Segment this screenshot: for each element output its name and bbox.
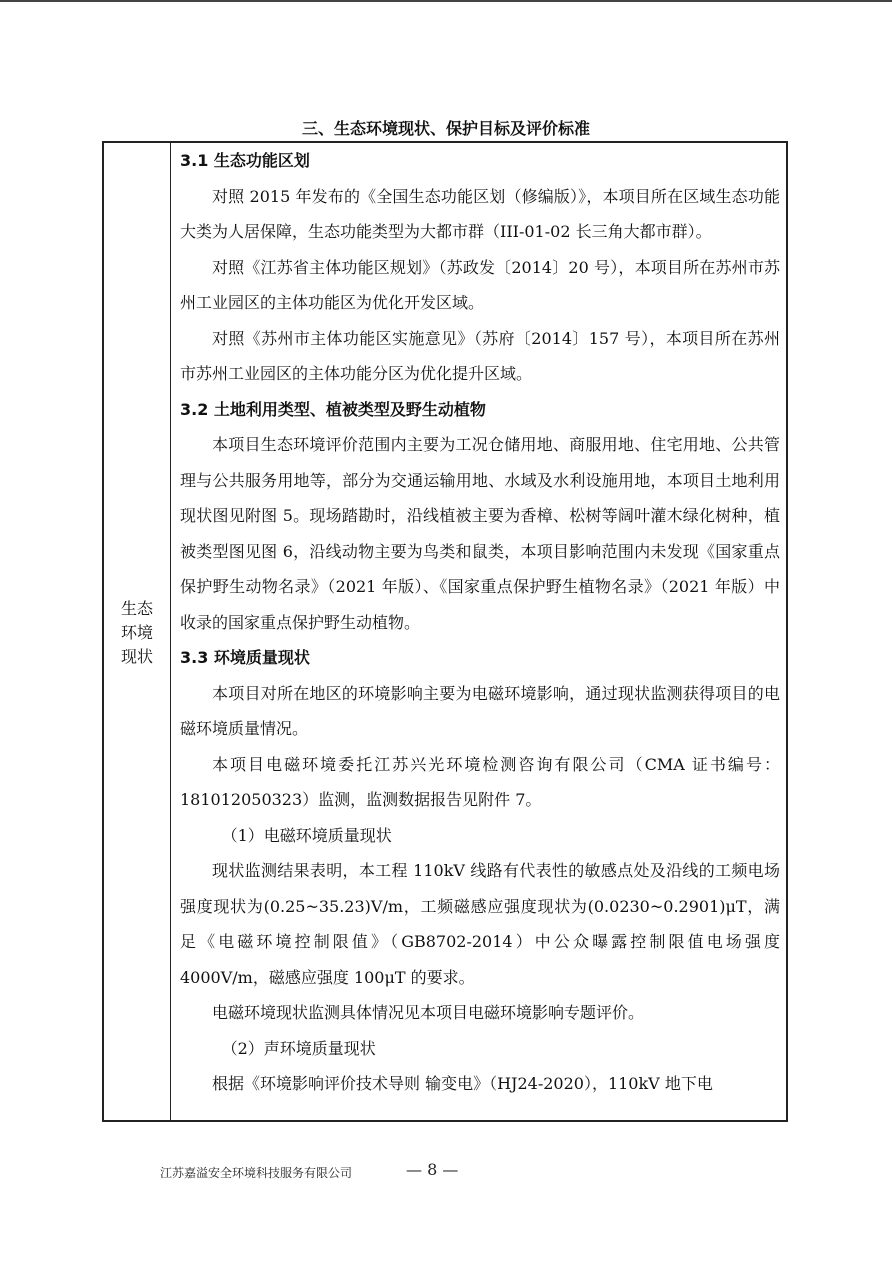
row-label-line: 环境 [120, 623, 153, 642]
page-title: 三、生态环境现状、保护目标及评价标准 [301, 119, 590, 138]
page-number: — 8 — [406, 1160, 459, 1179]
paragraph: 现状监测结果表明，本工程 110kV 线路有代表性的敏感点处及沿线的工频电场强度现状为(0.25~35.23)V/m，工频磁感应强度现状为(0.0230~0.2901)μT，满足《电磁环境控制限值》（GB8702-2014）中公众曝露控制限值电场强度 4000V/m，磁感应强度 100μT 的要求。 [180, 861, 780, 987]
row-label-line: 现状 [120, 647, 153, 666]
paragraph: 本项目生态环境评价范围内主要为工况仓储用地、商服用地、住宅用地、公共管理与公共服务用地等，部分为交通运输用地、水域及水利设施用地，本项目土地利用现状图见附图 5。现场踏勘时，沿线植被主要为香樟、松树等阔叶灌木绿化树种，植被类型图见图 6，沿线动物主要为鸟类和鼠类，本项目影响范围内未发现《国家重点保护野生动物名录》（2021 年版）、《国家重点保护野生植物名录》（2021 年版）中收录的国家重点保护野生动植物。 [180, 435, 780, 632]
row-label-line: 生态 [120, 599, 153, 618]
row-label-cell [104, 143, 171, 1120]
paragraph: 对照《苏州市主体功能区实施意见》（苏府〔2014〕157 号），本项目所在苏州市苏州工业园区的主体功能分区为优化提升区域。 [180, 328, 780, 383]
footer-company: 江苏嘉溢安全环境科技服务有限公司 [160, 1166, 353, 1180]
page-top-rule [0, 0, 892, 2]
paragraph: 本项目对所在地区的环境影响主要为电磁环境影响，通过现状监测获得项目的电磁环境质量情况。 [180, 683, 780, 738]
content-cell [180, 143, 780, 1102]
paragraph: 对照《江苏省主体功能区规划》（苏政发〔2014〕20 号），本项目所在苏州市苏州工业园区的主体功能区为优化开发区域。 [180, 257, 780, 312]
subheading: （1）电磁环境质量现状 [221, 825, 392, 845]
section-heading-3-1: 3.1 生态功能区划 [180, 151, 310, 170]
paragraph: 电磁环境现状监测具体情况见本项目电磁环境影响专题评价。 [212, 1003, 645, 1022]
subheading: （2）声环境质量现状 [221, 1038, 376, 1058]
content-table [102, 141, 788, 1122]
section-heading-3-2: 3.2 土地利用类型、植被类型及野生动植物 [180, 399, 486, 419]
paragraph: 根据《环境影响评价技术导则 输变电》（HJ24-2020），110kV 地下电 [212, 1074, 713, 1093]
paragraph: 对照 2015 年发布的《全国生态功能区划（修编版）》，本项目所在区域生态功能大类为人居保障，生态功能类型为大都市群（III-01-02 长三角大都市群）。 [180, 186, 780, 241]
paragraph: 本项目电磁环境委托江苏兴光环境检测咨询有限公司（CMA 证书编号：181012050323）监测，监测数据报告见附件 7。 [180, 754, 780, 809]
section-heading-3-3: 3.3 环境质量现状 [180, 648, 310, 667]
row-label [104, 597, 170, 669]
